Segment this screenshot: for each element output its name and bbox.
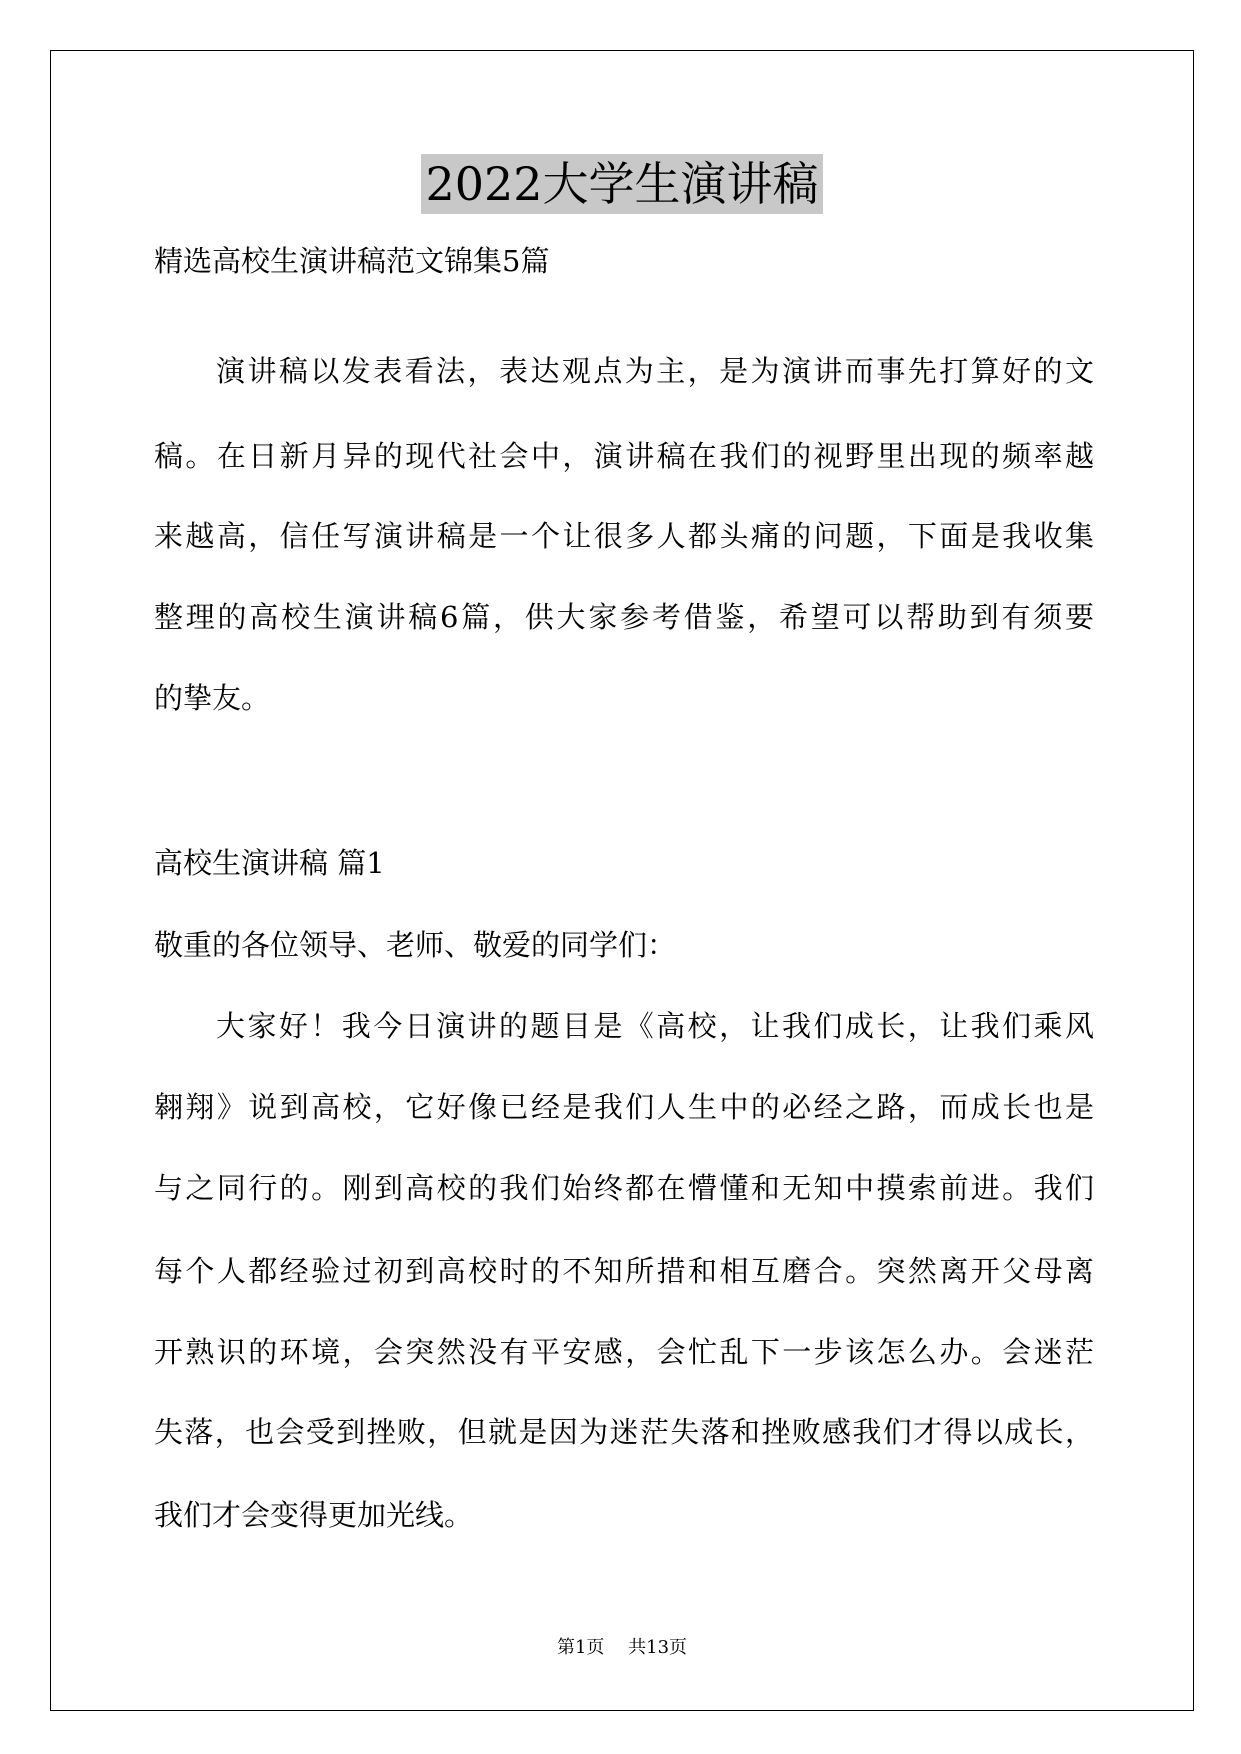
intro-line: 整理的高校生演讲稿6篇，供大家参考借鉴，希望可以帮助到有须要 xyxy=(154,600,1094,634)
intro-line: 的挚友。 xyxy=(154,681,271,715)
document-subtitle: 精选高校生演讲稿范文锦集5篇 xyxy=(154,244,550,278)
page-footer xyxy=(50,1636,1194,1660)
total-pages-label: 共13页 xyxy=(628,1637,688,1658)
body-line: 翱翔》说到高校，它好像已经是我们人生中的必经之路，而成长也是 xyxy=(154,1090,1094,1124)
page-number-label: 第1页 xyxy=(556,1637,605,1658)
document-title: 2022大学生演讲稿 xyxy=(421,154,822,214)
body-line: 我们才会变得更加光线。 xyxy=(154,1498,474,1532)
body-line: 与之同行的。刚到高校的我们始终都在懵懂和无知中摸索前进。我们 xyxy=(154,1171,1094,1205)
section-heading: 高校生演讲稿 篇1 xyxy=(154,846,385,880)
intro-line: 稿。在日新月异的现代社会中，演讲稿在我们的视野里出现的频率越 xyxy=(154,439,1094,473)
intro-line: 来越高，信任写演讲稿是一个让很多人都头痛的问题，下面是我收集 xyxy=(154,519,1094,553)
title-container xyxy=(50,154,1194,218)
salutation: 敬重的各位领导、老师、敬爱的同学们： xyxy=(154,928,677,962)
body-line: 失落，也会受到挫败，但就是因为迷茫失落和挫败感我们才得以成长， xyxy=(154,1415,1094,1449)
body-line: 每个人都经验过初到高校时的不知所措和相互磨合。突然离开父母离 xyxy=(154,1254,1094,1288)
body-line: 开熟识的环境，会突然没有平安感，会忙乱下一步该怎么办。会迷茫 xyxy=(154,1335,1094,1369)
body-line: 大家好！我今日演讲的题目是《高校，让我们成长，让我们乘风 xyxy=(216,1009,1094,1043)
intro-line: 演讲稿以发表看法，表达观点为主，是为演讲而事先打算好的文 xyxy=(216,354,1094,388)
